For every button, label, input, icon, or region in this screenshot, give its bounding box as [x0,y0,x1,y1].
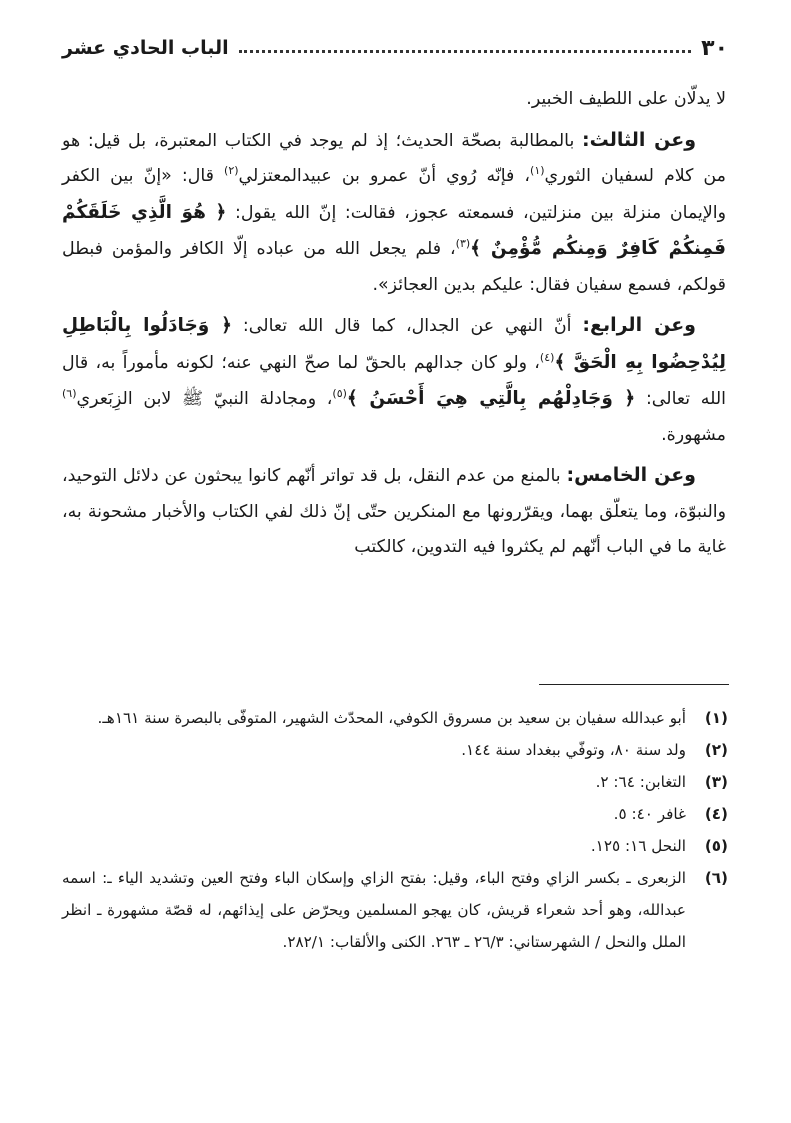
footnote-text: الزبعرى ـ بكسر الزاي وفتح الباء، وقيل: بفتح الزاي وإسكان الباء وفتح العين وتشديد الياء ـ: اسمه عبدالله، وهو أحد شعراء قريش، كان يهجو المسلمين ويحرّض على إيذائهم، له قصّة مشهورة ـ انظر الملل والنحل / الشهرستاني: ٢٦/٣ ـ ٢٦٣. الكنى والألقاب: ٢٨٢/١. [62,869,686,951]
third-text-3: قال: «إنّ بين الكفر والإيمان منزلة بين منزلتين، فسمعته عجوز، فقالت: إنّ الله يقول: [62,166,726,223]
footnote-number: (٥) [704,837,728,855]
fourth-text-1: أنّ النهي عن الجدال، كما قال الله تعالى: [231,316,583,336]
footnote-item [62,734,728,766]
third-heading: وعن الثالث: [581,128,696,151]
footnote-text: ولد سنة ٨٠، وتوفّي ببغداد سنة ١٤٤. [461,741,686,759]
chapter-title: الباب الحادي عشر [62,37,229,59]
fourth-heading: وعن الرابع: [582,314,696,336]
third-text-1: بالمطالبة بصحّة الحديث؛ إذ لم يوجد في الكتاب المعتبرة، بل قيل: هو من كلام لسفيان الثوري [62,130,726,186]
footnote-ref-5[interactable]: (٥) [332,387,347,401]
footnote-ref-1[interactable]: (١) [530,164,545,178]
footnote-item [62,830,728,862]
header-dotted-leader [239,50,692,53]
fifth-text-1: بالمنع من عدم النقل، بل قد تواتر أنّهم كانوا يبحثون عن دلائل التوحيد، والنبوّة، وما يتعلّق بهما، ويقرّرونها مع المنكرين حتّى إنّ ذلك لفي الكتاب والأخبار مشحونة به، غاية ما في الباب أنّهم لم يكثروا فيه التدوين، كالكتب [62,466,726,557]
footnote-text: أبو عبدالله سفيان بن سعيد بن مسروق الكوفي، المحدّث الشهير، المتوفّى بالبصرة سنة ١٦١هـ. [97,709,686,727]
third-text-4: ، فلم يجعل الله من عباده إلّا الكافر والمؤمن فبطل قولكم، فسمع سفيان فقال: عليكم بدين العجائز». [62,239,726,295]
footnote-number: (٣) [704,773,728,791]
third-text-2: ، فإنّه رُوي أنّ عمرو بن عبيدالمعتزلي [238,166,531,186]
footnote-item [62,798,728,830]
paragraph-intro [62,82,726,118]
footnote-item [62,862,728,958]
footnote-text: النحل ١٦: ١٢٥. [590,837,686,855]
quran-verse-2: ﴿ وَجَادَلُوا بِالْبَاطِلِ لِيُدْحِضُوا بِهِ الْحَقَّ ﴾ [62,315,726,373]
fourth-text-4: مشهورة. [661,424,726,445]
quran-verse-1: ﴿ هُوَ الَّذِي خَلَقَكُمْ فَمِنكُمْ كَافِرٌ وَمِنكُم مُّؤْمِنٌ ﴾ [62,201,726,259]
footnotes [62,702,728,958]
footnote-text: غافر ٤٠: ٥. [613,805,686,823]
paragraph-fifth [62,458,726,566]
page-header [62,28,728,68]
paragraph-third [62,123,726,304]
footnote-number: (٢) [704,741,728,759]
footnote-ref-6[interactable]: (٦) [62,387,77,401]
footnote-ref-3[interactable]: (٣) [455,237,471,251]
paragraph-fourth [62,308,726,453]
footnote-text: التغابن: ٦٤: ٢. [595,773,686,791]
footnote-number: (١) [704,709,728,727]
footnote-ref-2[interactable]: (٢) [224,164,239,178]
paragraph-intro-text: لا يدلّان على اللطيف الخبير. [526,89,726,109]
footnote-number: (٦) [704,869,728,887]
footnote-number: (٤) [704,805,728,823]
fourth-text-3: ، ومجادلة النبيّ ﷺ لابن الزِبَعري [76,389,333,409]
footnote-item [62,702,728,734]
fourth-text-2: ، ولو كان جدالهم بالحقّ لما صحّ النهي عنه؛ لكونه مأموراً به، قال الله تعالى: [62,352,727,409]
footnote-item [62,766,728,798]
footnote-ref-4[interactable]: (٤) [539,350,555,364]
page-number: ٣٠ [701,35,728,61]
main-text [62,82,726,571]
footnote-separator [539,684,729,685]
fifth-heading: وعن الخامس: [566,464,696,486]
quran-verse-3: ﴿ وَجَادِلْهُم بِالَّتِي هِيَ أَحْسَنُ ﴾ [346,388,636,409]
